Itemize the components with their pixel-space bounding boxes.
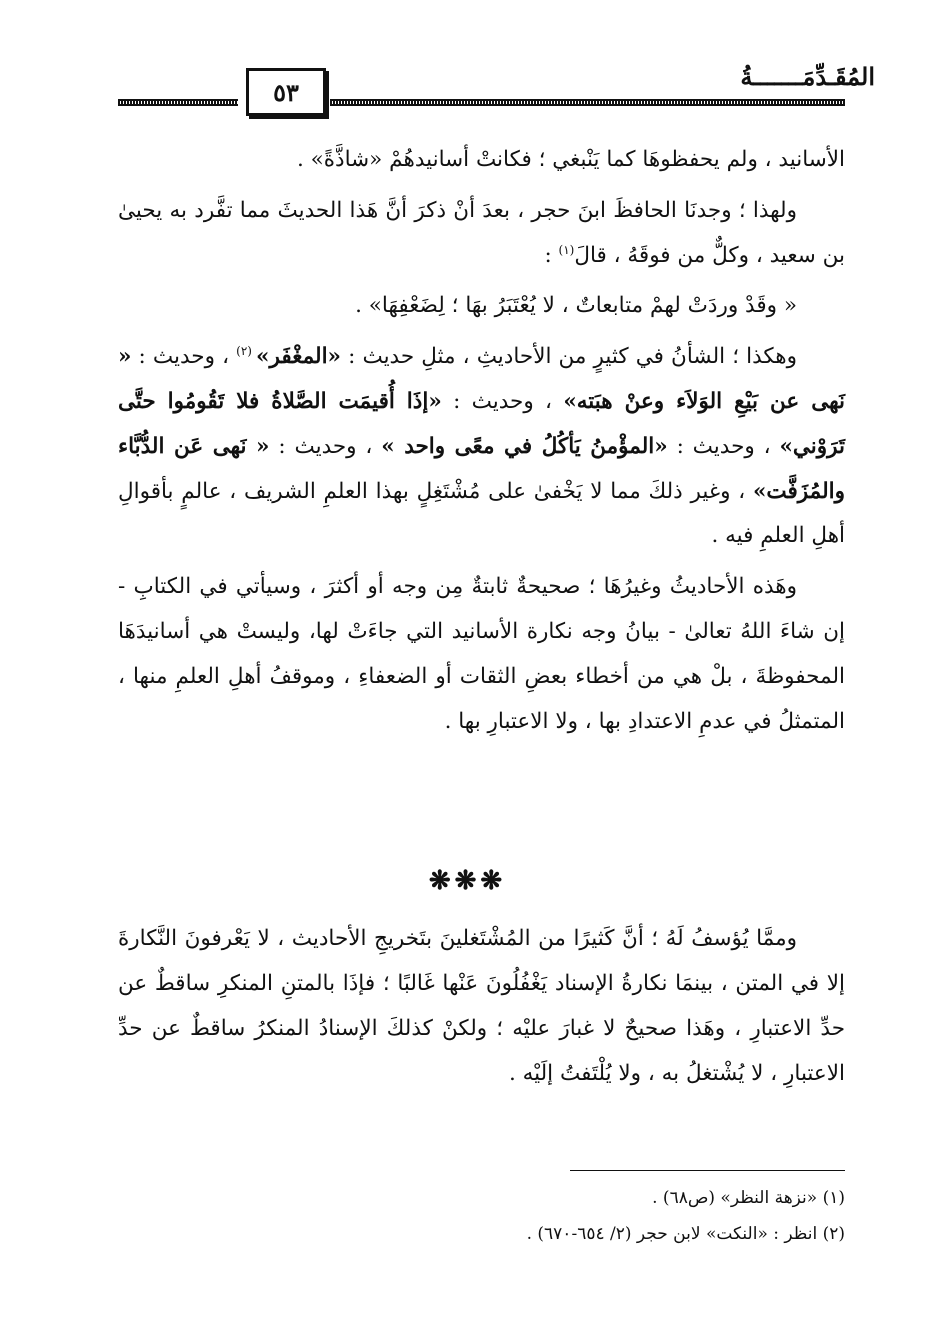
- footnotes: [285, 1180, 845, 1252]
- paragraph-2-text: ولهذا ؛ وجدنَا الحافظَ ابنَ حجر ، بعدَ أنْ ذكرَ أنَّ هَذا الحديثَ مما تفَّرد به يحيىٰ بن سعيد ، وكلٌّ من فوقَهُ ، قالَ: [118, 197, 845, 268]
- hadith-title-4: «المؤْمنُ يَأكُلُ في معًى واحد »: [381, 433, 668, 459]
- paragraph-2-end: :: [544, 242, 559, 268]
- hadith-title-3: «إذَا أُقيمَت الصَّلاةُ فلا تَقُومُوا حتَّى تَرَوْني»: [118, 388, 846, 459]
- p4-text-a: وهكذا ؛ الشأنُ في كثيرٍ من الأحاديثِ ، مثلِ حديث :: [341, 344, 797, 370]
- hadith-title-1: «المغْفَر»: [256, 344, 341, 370]
- page-number: ٥٣: [246, 68, 326, 116]
- footnote-ref-2: (٢): [236, 344, 257, 359]
- running-header-title: المُقَـدِّمَـــــــةُ: [740, 62, 875, 91]
- second-text-block: [118, 916, 845, 1096]
- p4-text-e: ، وحديث :: [269, 433, 382, 459]
- hadith-title-2: « نَهى عن بَيْعِ الوَلاَء وعنْ هبَته»: [118, 344, 846, 414]
- p4-text-b: ، وحديث :: [131, 344, 237, 370]
- footnote-divider: [570, 1170, 845, 1171]
- paragraph-6: وممَّا يُؤسفُ لَهُ ؛ أنَّ كَثيرًا من المُشْتَغلينَ بتَخريجِ الأحاديث ، لا يَعْرفونَ النَّكارةَ إلا في المتن ، بينمَا نكارةُ الإسناد يَغْفُلُونَ عَنْها غَالبًا ؛ فإذَا بالمتنِ المنكرِ ساقطٌ عن حدِّ الاعتبارِ ، وهَذا صحيحٌ لا غبارَ عليْه ؛ ولكنْ كذلكَ الإسنادُ المنكرُ ساقطٌ عن حدِّ الاعتبارِ ، لا يُشْتغلُ به ، ولا يُلْتَفتُ إلَيْه .: [118, 926, 845, 1086]
- header-rule-right: [330, 99, 845, 106]
- hadith-title-5: « نَهى عَن الدُّبَّاء والمُزَفَّت»: [118, 433, 845, 504]
- p4-text-f: ، وغير ذلكَ مما لا يَخْفىٰ على مُشْتَغِلٍ بهذا العلمِ الشريف ، عالمٍ بأقوالِ أهلِ العلمِ فيه .: [118, 478, 845, 549]
- main-text-block: [118, 138, 845, 750]
- p4-text-d: ، وحديث :: [667, 433, 780, 459]
- paragraph-4: [118, 335, 845, 559]
- paragraph-2: [118, 189, 845, 279]
- footnote-1: (١) «نزهة النظر» (ص٦٨) .: [652, 1188, 845, 1208]
- paragraph-5: وهَذه الأحاديثُ وغيرُهَا ؛ صحيحةٌ ثابتةٌ مِن وجه أو أكثرَ ، وسيأتي في الكتابِ - إن شاءَ اللهُ تعالىٰ - بيانُ وجه نكارة الأسانيد التي جاءَتْ لها، وليستْ هي أسانيدَهَا المحفوظةَ ، بلْ هي من أخطاء بعضِ الثقات أو الضعفاءِ ، وموقفُ أهلِ العلمِ منها ، المتمثلُ في عدمِ الاعتدادِ بها ، ولا الاعتبارِ بها .: [118, 574, 846, 734]
- footnote-ref-1: (١): [558, 242, 575, 257]
- quotation: « وقَدْ وردَتْ لهمْ متابعاتٌ ، لا يُعْتَبَرُ بهَا ؛ لِضَعْفِهَا» .: [355, 293, 797, 319]
- header-rule-left: [118, 99, 238, 106]
- p4-text-c: ، وحديث :: [441, 388, 564, 414]
- paragraph-1: الأسانيد ، ولم يحفظوهَا كما يَنْبغي ؛ فكانتْ أسانيدهُمْ «شاذَّةً» .: [296, 147, 845, 172]
- footnote-2: (٢) انظر : «النكت» لابن حجر (٢/ ٦٥٤-٦٧٠) .: [526, 1224, 845, 1244]
- section-separator-stars: ❋❋❋: [428, 866, 507, 896]
